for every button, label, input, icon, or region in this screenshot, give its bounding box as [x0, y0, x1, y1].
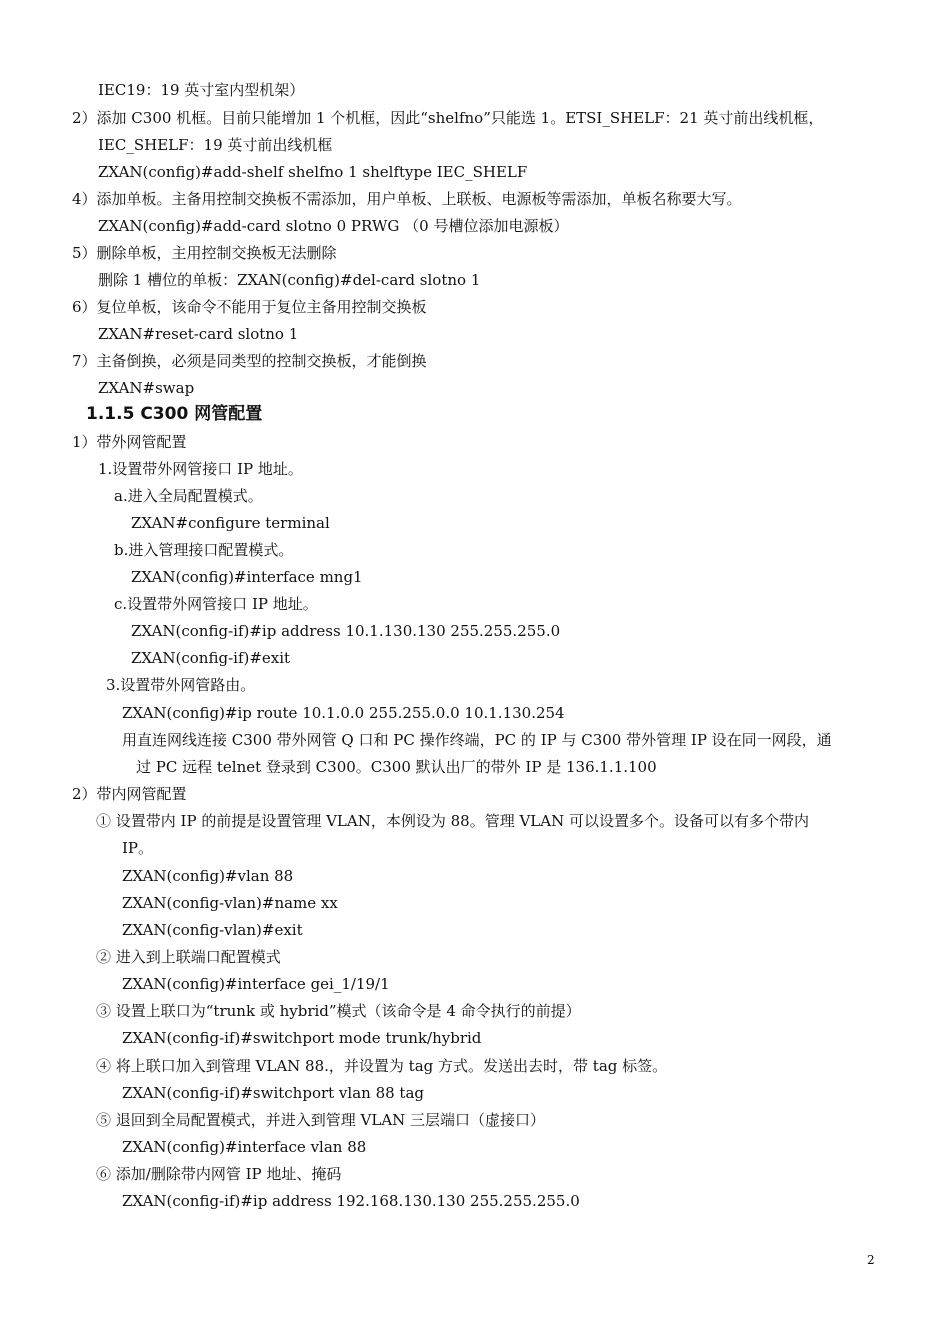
text-line: 7）主备倒换，必须是同类型的控制交换板，才能倒换	[72, 352, 427, 370]
text-line: 2）添加 C300 机框。目前只能增加 1 个机框，因此“shelfno”只能选 1。ETSI_SHELF：21 英寸前出线机框，	[72, 109, 824, 127]
text-line: 5）删除单板，主用控制交换板无法删除	[72, 244, 337, 262]
command-line: ZXAN(config)#add-shelf shelfno 1 shelftype IEC_SHELF	[98, 163, 528, 181]
text-line: c.设置带外网管接口 IP 地址。	[114, 595, 318, 613]
text-line: 2）带内网管配置	[72, 785, 187, 803]
command-line: ZXAN(config)#interface gei_1/19/1	[122, 975, 390, 993]
text-line: IEC_SHELF：19 英寸前出线机框	[98, 136, 333, 154]
text-line: ① 设置带内 IP 的前提是设置管理 VLAN，本例设为 88。管理 VLAN 可以设置多个。设备可以有多个带内	[96, 812, 809, 830]
text-line: IEC19：19 英寸室内型机架）	[98, 81, 305, 99]
text-line: ⑥ 添加/删除带内网管 IP 地址、掩码	[96, 1165, 342, 1183]
command-line: ZXAN(config-if)#switchport mode trunk/hybrid	[122, 1029, 482, 1047]
text-line: ⑤ 退回到全局配置模式，并进入到管理 VLAN 三层端口（虚接口）	[96, 1111, 546, 1129]
section-heading: 1.1.5 C300 网管配置	[86, 404, 263, 424]
command-line: ZXAN(config)#ip route 10.1.0.0 255.255.0.0 10.1.130.254	[122, 704, 565, 722]
command-line: ZXAN(config-if)#ip address 10.1.130.130 255.255.255.0	[131, 622, 561, 640]
command-line: ZXAN(config-vlan)#exit	[122, 921, 303, 939]
text-line: 1.设置带外网管接口 IP 地址。	[98, 460, 303, 478]
command-line: ZXAN(config-if)#ip address 192.168.130.130 255.255.255.0	[122, 1192, 580, 1210]
page-number: 2	[867, 1253, 875, 1267]
text-line: ③ 设置上联口为“trunk 或 hybrid”模式（该命令是 4 命令执行的前提）	[96, 1002, 581, 1020]
text-line: 3.设置带外网管路由。	[106, 676, 256, 694]
command-line: ZXAN(config)#interface mng1	[131, 568, 363, 586]
text-line: 4）添加单板。主备用控制交换板不需添加，用户单板、上联板、电源板等需添加，单板名称要大写。	[72, 190, 742, 208]
command-line: ZXAN(config-if)#exit	[131, 649, 291, 667]
text-line: a.进入全局配置模式。	[114, 487, 263, 505]
text-line: 删除 1 槽位的单板：ZXAN(config)#del-card slotno 1	[98, 271, 481, 289]
text-line: ② 进入到上联端口配置模式	[96, 948, 281, 966]
text-line: 1）带外网管配置	[72, 433, 187, 451]
text-line: 过 PC 远程 telnet 登录到 C300。C300 默认出厂的带外 IP 是 136.1.1.100	[136, 758, 657, 776]
command-line: ZXAN(config-if)#switchport vlan 88 tag	[122, 1084, 425, 1102]
text-line: 6）复位单板，该命令不能用于复位主备用控制交换板	[72, 298, 427, 316]
command-line: ZXAN#reset-card slotno 1	[98, 325, 299, 343]
command-line: ZXAN(config)#interface vlan 88	[122, 1138, 367, 1156]
command-line: ZXAN(config)#add-card slotno 0 PRWG （0 号槽位添加电源板）	[98, 217, 569, 235]
text-line: 用直连网线连接 C300 带外网管 Q 口和 PC 操作终端，PC 的 IP 与 C300 带外管理 IP 设在同一网段，通	[122, 731, 832, 749]
text-line: ④ 将上联口加入到管理 VLAN 88.，并设置为 tag 方式。发送出去时，带 tag 标签。	[96, 1057, 668, 1075]
text-line: IP。	[122, 839, 154, 857]
command-line: ZXAN#swap	[98, 379, 195, 397]
command-line: ZXAN#configure terminal	[131, 514, 330, 532]
command-line: ZXAN(config)#vlan 88	[122, 867, 294, 885]
text-line: b.进入管理接口配置模式。	[114, 541, 294, 559]
command-line: ZXAN(config-vlan)#name xx	[122, 894, 338, 912]
